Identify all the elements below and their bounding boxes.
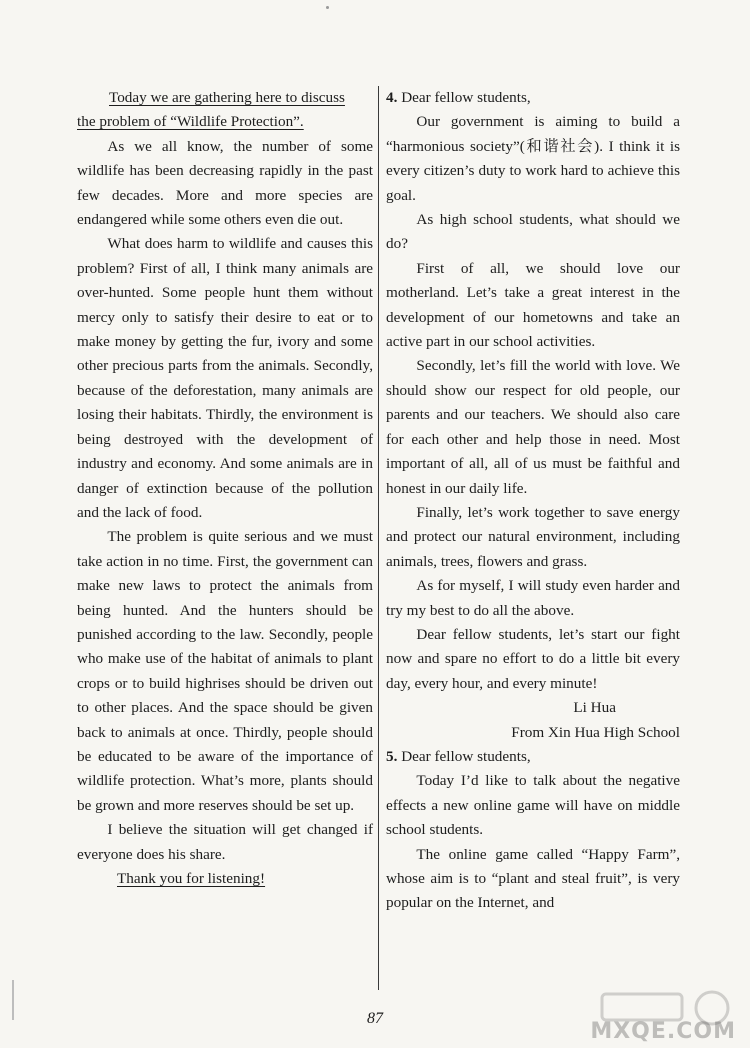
item-4-greeting: Dear fellow students, (401, 89, 531, 106)
watermark-text: MXQE.COM (590, 1019, 736, 1044)
item-5-number: 5. (386, 747, 398, 765)
item-4-paragraph: Our government is aiming to build a “harmonious society”(和谐社会). I think it is every citizen’s duty to work hard to achieve this goal. (386, 113, 680, 204)
item-4-paragraph: As for myself, I will study even harder and try my best to do all the above. (386, 577, 680, 619)
signature-school: From Xin Hua High School (511, 723, 680, 741)
item-4-paragraph: First of all, we should love our motherland. Let’s take a great interest in the development of our hometowns and take an active part in our school activities. (386, 259, 680, 351)
item-5-paragraph: Today I’d like to talk about the negative effects a new online game will have on middle school students. (386, 772, 680, 839)
intro-line-2: the problem of “Wildlife Protection”. (77, 113, 304, 131)
column-divider (378, 86, 379, 990)
item-4-number: 4. (386, 89, 398, 106)
page-number: 87 (367, 1010, 383, 1027)
right-column (386, 86, 680, 916)
item-4-paragraph: Dear fellow students, let’s start our fight now and spare no effort to do a little bit every day, every hour, and every minute! (386, 625, 680, 692)
left-paragraph: I believe the situation will get changed if everyone does his share. (77, 821, 373, 863)
item-5-greeting: Dear fellow students, (401, 747, 531, 765)
closing-text: Thank you for listening! (117, 870, 266, 887)
item-4-paragraph: Secondly, let’s fill the world with love. We should show our respect for old people, our parents and our teachers. We should also care for each other and help those in need. Most important of all, all of us must be faithful and honest in our daily life. (386, 357, 680, 497)
left-paragraph: What does harm to wildlife and causes this problem? First of all, I think many animals are over-hunted. Some people hunt them without mercy only to satisfy their desire to eat or to make money by getting the fur, ivory and some other precious parts from the animals. Secondly, because of the deforestation, many animals are losing their habitats. Thirdly, the environment is being destroyed with the development of industry and economy. And some animals are in danger of extinction because of the pollution and the lack of food. (77, 235, 373, 521)
intro-paragraph (77, 86, 373, 135)
left-paragraph: As we all know, the number of some wildlife has been decreasing rapidly in the past few decades. More and more species are endangered while some others even die out. (77, 137, 373, 229)
intro-line-1: Today we are gathering here to discuss (109, 89, 345, 106)
item-5-paragraph: The online game called “Happy Farm”, whose aim is to “plant and steal fruit”, is very popular on the Internet, and (386, 845, 680, 912)
item-4-heading (386, 86, 680, 110)
left-paragraph: The problem is quite serious and we must take action in no time. First, the government can make new laws to protect the animals from being hunted. And the hunters should be punished according to the law. Secondly, people who make use of the habitat of animals to plant crops or to build highrises should be driven out to other places. And the space should be given back to animals at once. Thirdly, people should be educated to be aware of the importance of wildlife protection. What’s more, plants should be grown and more reserves should be set up. (77, 528, 373, 814)
signature-name: Li Hua (573, 699, 616, 717)
item-5-heading (386, 745, 680, 769)
item-4-paragraph: As high school students, what should we do? (386, 211, 680, 253)
closing-line (77, 867, 373, 891)
scan-speck (326, 6, 329, 9)
left-column (77, 86, 373, 891)
item-4-paragraph: Finally, let’s work together to save energy and protect our natural environment, including animals, trees, flowers and grass. (386, 503, 680, 570)
